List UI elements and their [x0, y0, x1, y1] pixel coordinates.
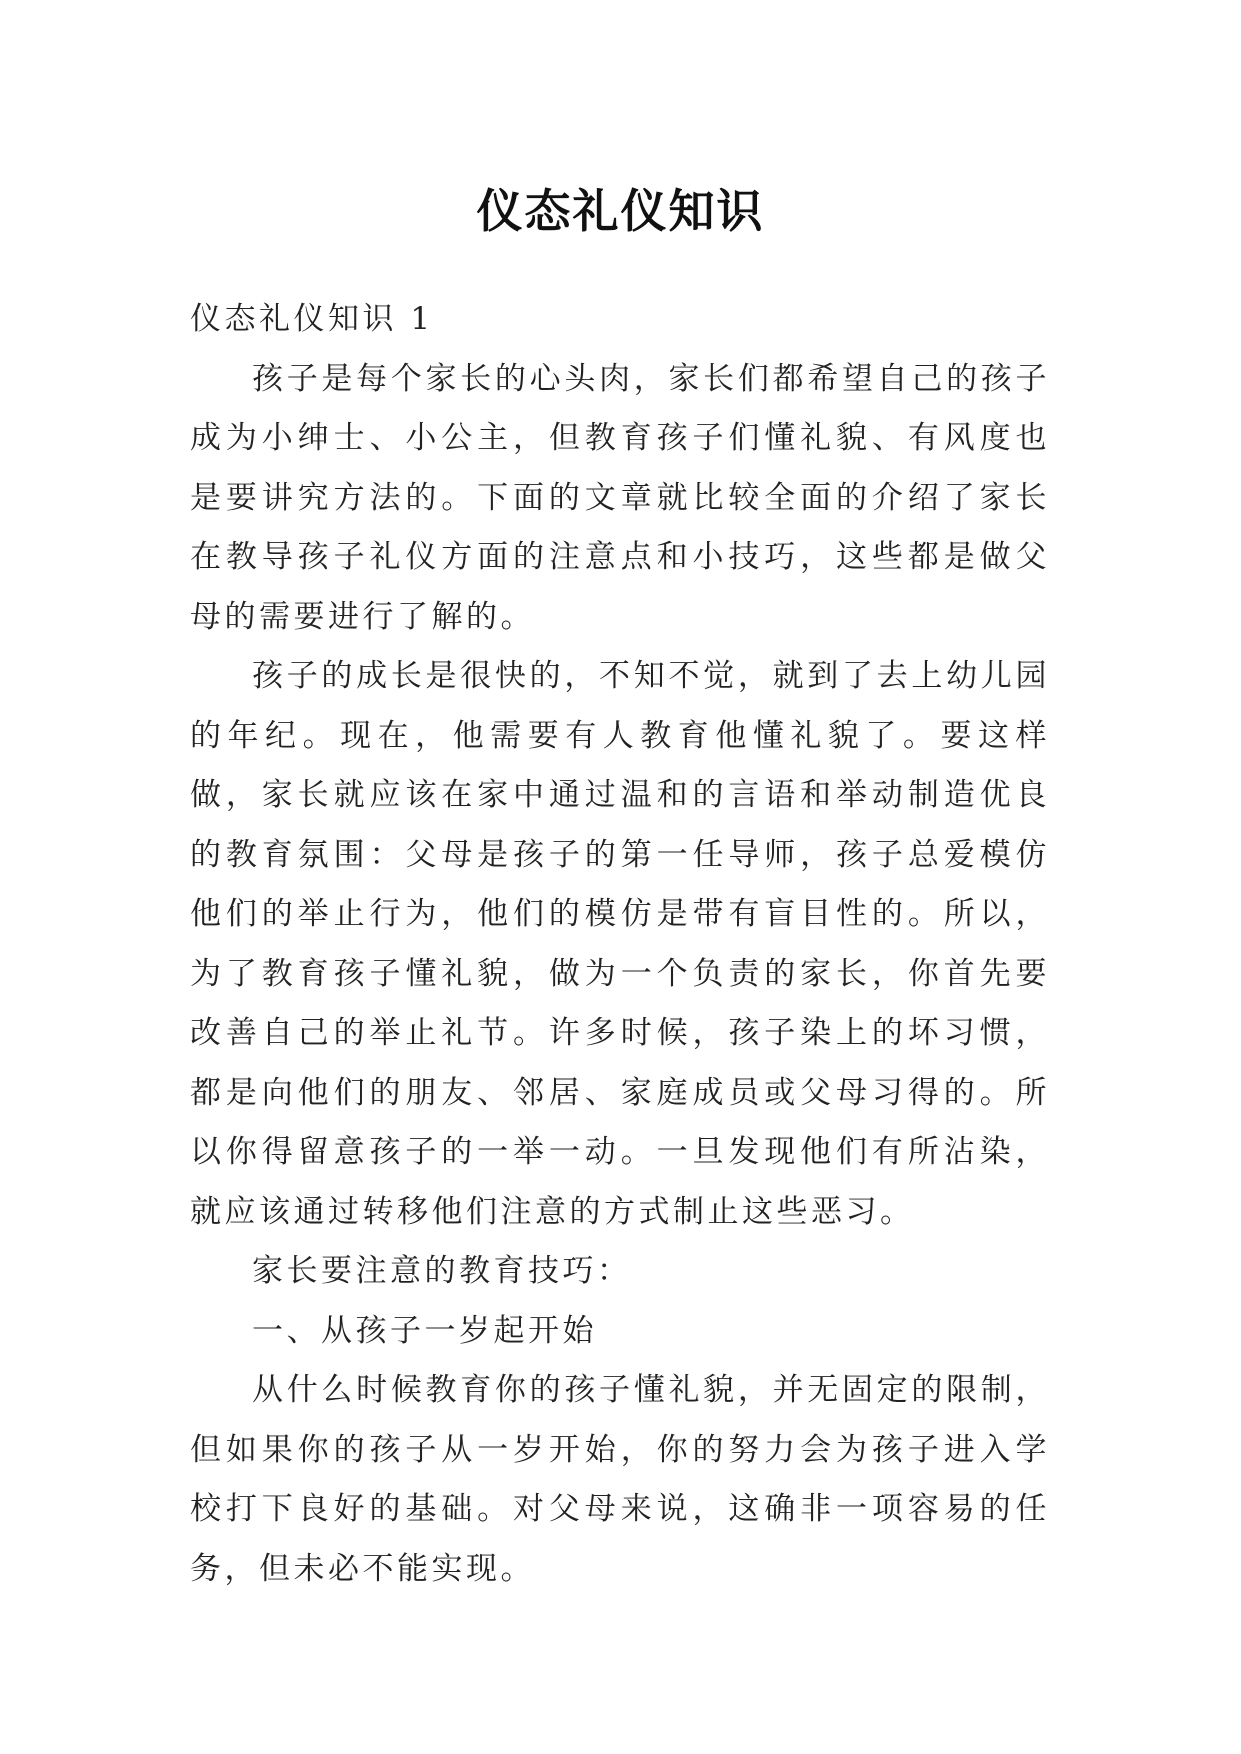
paragraph-growth: 孩子的成长是很快的，不知不觉，就到了去上幼儿园的年纪。现在，他需要有人教育他懂礼貌了。要这样做，家长就应该在家中通过温和的言语和举动制造优良的教育氛围：父母是孩子的第一任导师，孩子总爱模仿他们的举止行为，他们的模仿是带有盲目性的。所以，为了教育孩子懂礼貌，做为一个负责的家长，你首先要改善自己的举止礼节。许多时候，孩子染上的坏习惯，都是向他们的朋友、邻居、家庭成员或父母习得的。所以你得留意孩子的一举一动。一旦发现他们有所沾染，就应该通过转移他们注意的方式制止这些恶习。 — [190, 658, 1050, 1230]
paragraph-intro: 孩子是每个家长的心头肉，家长们都希望自己的孩子成为小绅士、小公主，但教育孩子们懂礼貌、有风度也是要讲究方法的。下面的文章就比较全面的介绍了家长在教导孩子礼仪方面的注意点和小技巧，这些都是做父母的需要进行了解的。 — [190, 360, 1050, 635]
paragraph-point-one: 一、从孩子一岁起开始 — [252, 1312, 597, 1349]
paragraph-point-one-detail: 从什么时候教育你的孩子懂礼貌，并无固定的限制，但如果你的孩子从一岁开始，你的努力会为孩子进入学校打下良好的基础。对父母来说，这确非一项容易的任务，但未必不能实现。 — [190, 1372, 1050, 1587]
document-body — [190, 290, 1050, 1599]
section-heading: 仪态礼仪知识 1 — [190, 301, 434, 337]
paragraph-tips-heading: 家长要注意的教育技巧： — [252, 1253, 632, 1289]
document-title: 仪态礼仪知识 — [476, 183, 765, 238]
